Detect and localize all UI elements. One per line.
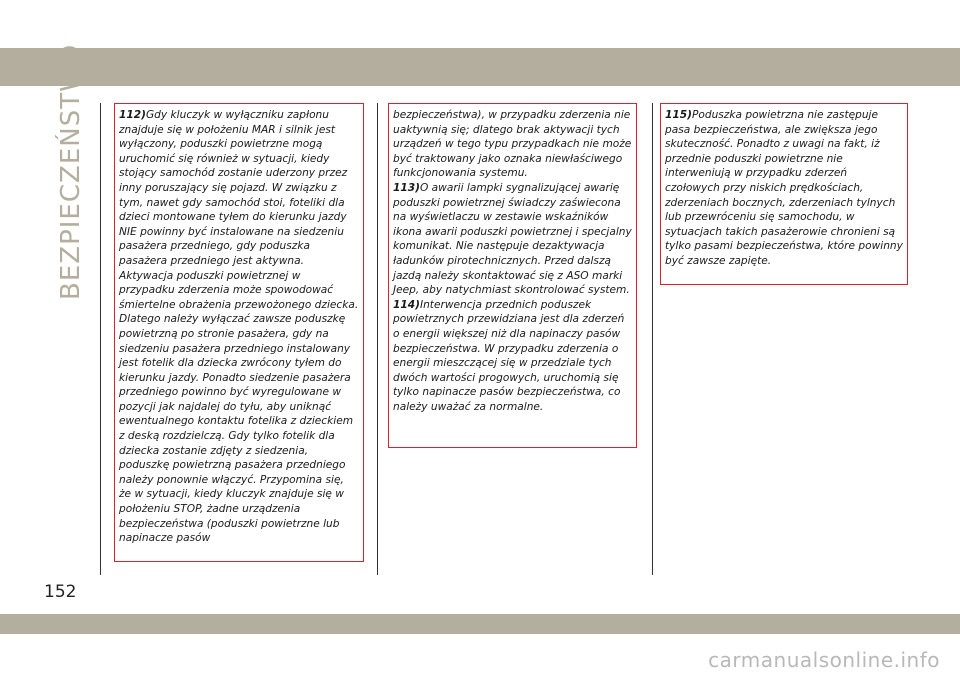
column-divider-left <box>100 103 101 575</box>
note-box-115 <box>660 103 908 285</box>
footer-band <box>0 614 960 634</box>
note-text: O awarii lampki sygnalizującej awarię poduszki powietrznej świadczy zaświecona na wyświetlaczu w zestawie wskaźników ikona awarii poduszki powietrznej i specjalny komunikat. Nie następuje dezaktywacja ładunków pirotechnicznych. Przed dalszą jazdą należy skontaktować się z ASO marki Jeep, aby natychmiast skontrolować system. <box>393 181 632 297</box>
note-box-113-114 <box>388 103 637 448</box>
note-box-112 <box>114 103 364 562</box>
note-number: 114) <box>393 298 420 311</box>
note-115 <box>665 108 903 269</box>
section-title: BEZPIECZEŃSTWO <box>56 43 86 300</box>
column-divider-right <box>652 103 653 575</box>
note-114 <box>393 298 632 415</box>
note-text: Interwencja przednich poduszek powietrznych przewidziana jest dla zderzeń o energii większej niż dla napinaczy pasów bezpieczeństwa. W przypadku zderzenia o energii mieszczącej się w przedziale tych dwóch wartości progowych, uruchomią się tylko napinacze pasów bezpieczeństwa, co należy uważać za normalne. <box>393 298 625 413</box>
header-band <box>0 48 960 86</box>
note-112 <box>119 108 359 546</box>
note-number: 112) <box>119 109 146 121</box>
note-text: Poduszka powietrzna nie zastępuje pasa bezpieczeństwa, ale zwiększa jego skuteczność. Ponadto z uwagi na fakt, iż przednie poduszki powietrzne nie interweniują w przypadku zderzeń czołowych przy niskich prędkościach, zderzeniach bocznych, zderzeniach tylnych lub przewróceniu się samochodu, w sytuacjach takich pasażerowie chronieni są tylko pasami bezpieczeństwa, które powinny być zawsze zapięte. <box>665 109 903 267</box>
note-text: Gdy kluczyk w wyłączniku zapłonu znajduje się w położeniu MAR i silnik jest wyłączony, poduszki powietrzne mogą uruchomić się również w sytuacji, kiedy stojący samochód zostanie uderzony przez inny poruszający się pojazd. W związku z tym, nawet gdy samochód stoi, foteliki dla dzieci montowane tyłem do kierunku jazdy NIE powinny być instalowane na siedzeniu pasażera przedniego, gdy poduszka pasażera przedniego jest aktywna. Aktywacja poduszki powietrznej w przypadku zderzenia może spowodować śmiertelne obrażenia przewożonego dziecka. Dlatego należy wyłączać zawsze poduszkę powietrzną po stronie pasażera, gdy na siedzeniu pasażera przedniego instalowany jest fotelik dla dziecka zwrócony tyłem do kierunku jazdy. Ponadto siedzenie pasażera przedniego powinno być wyregulowane w pozycji jak najdalej do tyłu, aby uniknąć ewentualnego kontaktu fotelika z dzieckiem z deską rozdzielczą. Gdy tylko fotelik dla dziecka zostanie zdjęty z siedzenia, poduszkę powietrzną pasażera przedniego należy ponownie włączyć. Przypomina się, że w sytuacji, kiedy kluczyk znajduje się w położeniu STOP, żadne urządzenia bezpieczeństwa (poduszki powietrzne lub napinacze pasów <box>119 109 359 545</box>
note-112-continuation: bezpieczeństwa), w przypadku zderzenia nie uaktywnią się; dlatego brak aktywacji tych urządzeń w tego typu przypadkach nie może być traktowany jako oznaka niewłaściwego funkcjonowania systemu. <box>393 109 632 180</box>
watermark: carmanualsonline.info <box>708 648 940 672</box>
note-113 <box>393 181 632 298</box>
note-number: 113) <box>393 181 420 194</box>
note-number: 115) <box>665 109 692 121</box>
column-divider-middle <box>377 103 378 575</box>
page-number: 152 <box>44 582 77 602</box>
